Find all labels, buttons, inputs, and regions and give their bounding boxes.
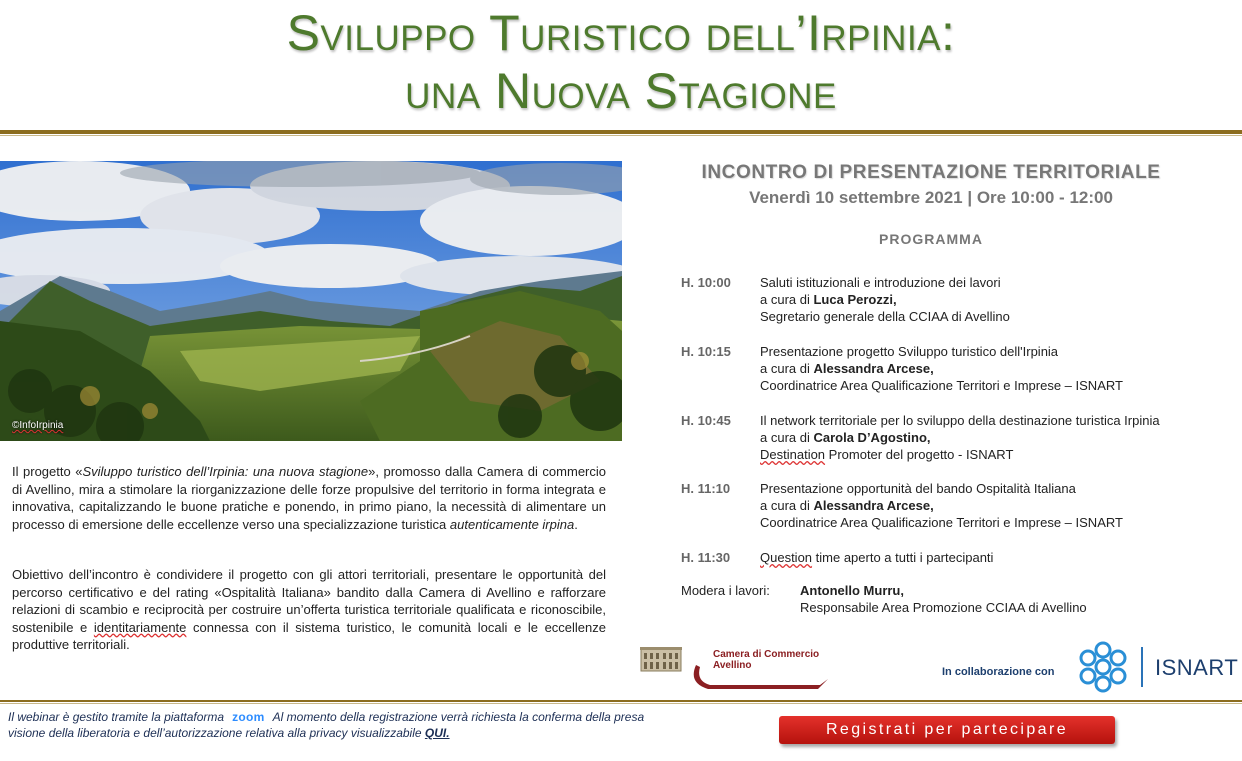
agenda-speaker <box>760 291 1220 308</box>
event-date: Venerdì 10 settembre 2021 | Ore 10:00 - 12:00 <box>749 188 1113 207</box>
landscape-photo <box>0 161 622 441</box>
building-icon <box>640 645 682 673</box>
agenda-time: H. 10:15 <box>681 344 731 359</box>
footer-note-b: Al momento della registrazione verrà richiesta la conferma della presa visione della liberatoria e dell’autorizzazione relativa alla privacy visualizzabile <box>8 710 645 740</box>
title-line-2: una Nuova Stagione <box>405 63 837 119</box>
event-header <box>640 162 1222 208</box>
agenda-role-rest: Promoter del progetto - ISNART <box>825 447 1014 462</box>
agenda-speaker <box>760 497 1220 514</box>
ccia-line-2: Avellino <box>713 660 752 671</box>
ccia-line-1: Camera di Commercio <box>713 649 820 660</box>
speaker-prefix: a cura di <box>760 430 814 445</box>
agenda-role: Coordinatrice Area Qualificazione Territori e Imprese – ISNART <box>760 378 1123 393</box>
moderator-info <box>800 582 1160 616</box>
agenda-body <box>760 549 1220 566</box>
agenda-time: H. 11:30 <box>681 550 731 565</box>
intro-p2-squig: identitariamente <box>93 619 187 635</box>
moderator-name: Antonello Murru, <box>800 583 904 598</box>
footer-divider-thin <box>0 703 1242 704</box>
moderator-label: Modera i lavori: <box>681 583 770 598</box>
page-title <box>0 4 1242 120</box>
footer-divider <box>0 700 1242 702</box>
header-divider-thin <box>0 135 1242 136</box>
collab-label: In collaborazione con <box>942 666 1055 678</box>
speaker-name: Alessandra Arcese, <box>813 498 934 513</box>
event-title: INCONTRO DI PRESENTAZIONE TERRITORIALE <box>701 162 1161 183</box>
agenda-topic: Presentazione opportunità del bando Ospitalità Italiana <box>760 481 1076 496</box>
speaker-prefix: a cura di <box>760 361 814 376</box>
intro-p1-em: autenticamente irpina <box>449 516 575 532</box>
intro-p2-a: Obiettivo dell’incontro è condividere il progetto con gli attori territoriali, presentare le opportunità del percorso certificativo e del rating «Ospitalità Italiana» bandito dalla Camera di Avellino e rafforzare relazioni di scambio e reciprocità per costruire un’offerta turistica territoriale qualificata e riconoscibile, sostenibile e <box>12 567 606 635</box>
intro-p2-b: connessa con il sistema turistico, le comunità locali e le eccellenze produttive territoriali. <box>12 619 606 652</box>
register-button[interactable]: Registrati per partecipare <box>779 716 1115 744</box>
agenda-body <box>760 343 1220 394</box>
intro-paragraph-2 <box>12 566 606 654</box>
speaker-name: Carola D’Agostino, <box>813 430 931 445</box>
title-line-1: Sviluppo Turistico dell’Irpinia: <box>286 5 956 61</box>
agenda-body <box>760 274 1220 325</box>
agenda-topic: Saluti istituzionali e introduzione dei lavori <box>760 275 1001 290</box>
agenda-role-squig: Destination <box>760 447 826 462</box>
isnart-wordmark: ISNART <box>1155 655 1239 680</box>
agenda-time: H. 10:45 <box>681 413 731 428</box>
agenda-role: Coordinatrice Area Qualificazione Territori e Imprese – ISNART <box>760 515 1123 530</box>
header-divider <box>0 130 1242 134</box>
intro-p1-end: . <box>574 516 578 532</box>
program-title: PROGRAMMA <box>879 231 983 247</box>
footer-note-a: Il webinar è gestito tramite la piattaforma <box>8 710 225 724</box>
agenda-time: H. 11:10 <box>681 481 731 496</box>
speaker-name: Luca Perozzi, <box>813 292 897 307</box>
intro-p1-a: Il progetto « <box>12 464 83 479</box>
agenda-speaker <box>760 429 1220 446</box>
moderator-role: Responsabile Area Promozione CCIAA di Avellino <box>800 600 1087 615</box>
agenda-body <box>760 412 1220 463</box>
agenda-topic-rest: time aperto a tutti i partecipanti <box>812 550 994 565</box>
intro-p1-title: Sviluppo turistico dell’Irpinia: una nuova stagione <box>82 464 369 479</box>
swoosh-icon <box>688 663 830 693</box>
agenda-body <box>760 480 1220 531</box>
agenda-topic: Presentazione progetto Sviluppo turistico dell'Irpinia <box>760 344 1059 359</box>
photo-credit: ©InfoIrpinia <box>12 420 64 431</box>
agenda-topic: Il network territoriale per lo sviluppo della destinazione turistica Irpinia <box>760 413 1160 428</box>
speaker-prefix: a cura di <box>760 292 814 307</box>
isnart-divider <box>1141 647 1143 687</box>
agenda-topic-squig: Question <box>760 550 813 565</box>
agenda-speaker <box>760 360 1220 377</box>
footer-note <box>8 709 668 741</box>
privacy-link[interactable]: QUI. <box>424 726 450 740</box>
agenda-role: Segretario generale della CCIAA di Avellino <box>760 309 1010 324</box>
speaker-prefix: a cura di <box>760 498 814 513</box>
agenda-role <box>760 446 1220 463</box>
zoom-logo: zoom <box>232 710 265 724</box>
isnart-logo-icon <box>1076 640 1130 694</box>
agenda-topic <box>760 549 1220 566</box>
intro-paragraph-1 <box>12 463 606 533</box>
speaker-name: Alessandra Arcese, <box>813 361 934 376</box>
agenda-time: H. 10:00 <box>681 275 731 290</box>
intro-p1-b: », promosso dalla Camera di commercio di Avellino, mira a stimolare la riorganizzazione delle forze propulsive del territorio in forma integrata e innovativa, capitalizzando le buone pratiche e ponendo, in primo piano, la necessità di alimentare un processo di emersione delle eccellenze verso una specializzazione turistica <box>12 464 606 532</box>
ccia-logo <box>640 643 840 693</box>
